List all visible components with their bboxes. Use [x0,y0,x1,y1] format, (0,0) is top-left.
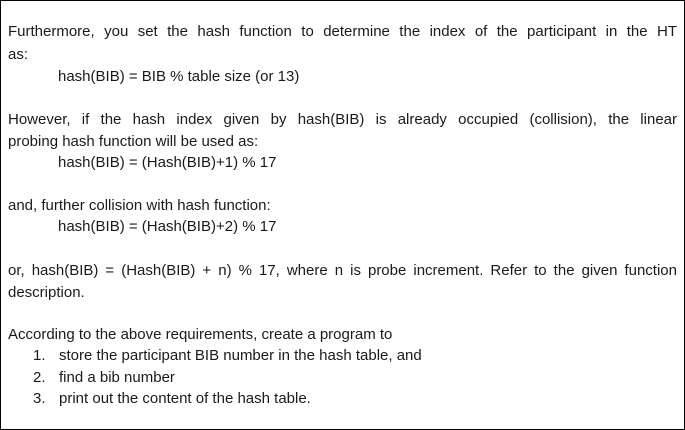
list-item [33,368,175,388]
paragraph-1-line-2: as: [8,46,29,63]
paragraph-4-line-2: description. [8,284,85,301]
list-item-text: find a bib number [59,369,175,386]
formula-modulo-table-size: hash(BIB) = BIB % table size (or 13) [58,68,300,85]
paragraph-2-line-2: probing hash function will be used as: [8,133,259,150]
list-item-text: store the participant BIB number in the hash table, and [59,347,422,364]
requirements-intro: According to the above requirements, create a program to [8,326,393,343]
list-item [33,346,422,366]
paragraph-1-line-1: Furthermore, you set the hash function to determine the index of the participant in the HT [8,23,677,40]
paragraph-4-line-1: or, hash(BIB) = (Hash(BIB) + n) % 17, where n is probe increment. Refer to the given function [8,262,677,279]
list-item-number: 3. [33,390,46,407]
list-item-text: print out the content of the hash table. [59,390,311,407]
paragraph-2-line-1: However, if the hash index given by hash(BIB) is already occupied (collision), the linear [8,111,677,128]
list-item [33,389,311,409]
list-item-number: 2. [33,369,46,386]
list-item-number: 1. [33,347,46,364]
formula-linear-probe-2: hash(BIB) = (Hash(BIB)+2) % 17 [58,218,277,235]
formula-linear-probe-1: hash(BIB) = (Hash(BIB)+1) % 17 [58,154,277,171]
paragraph-3-line-1: and, further collision with hash function: [8,197,271,214]
